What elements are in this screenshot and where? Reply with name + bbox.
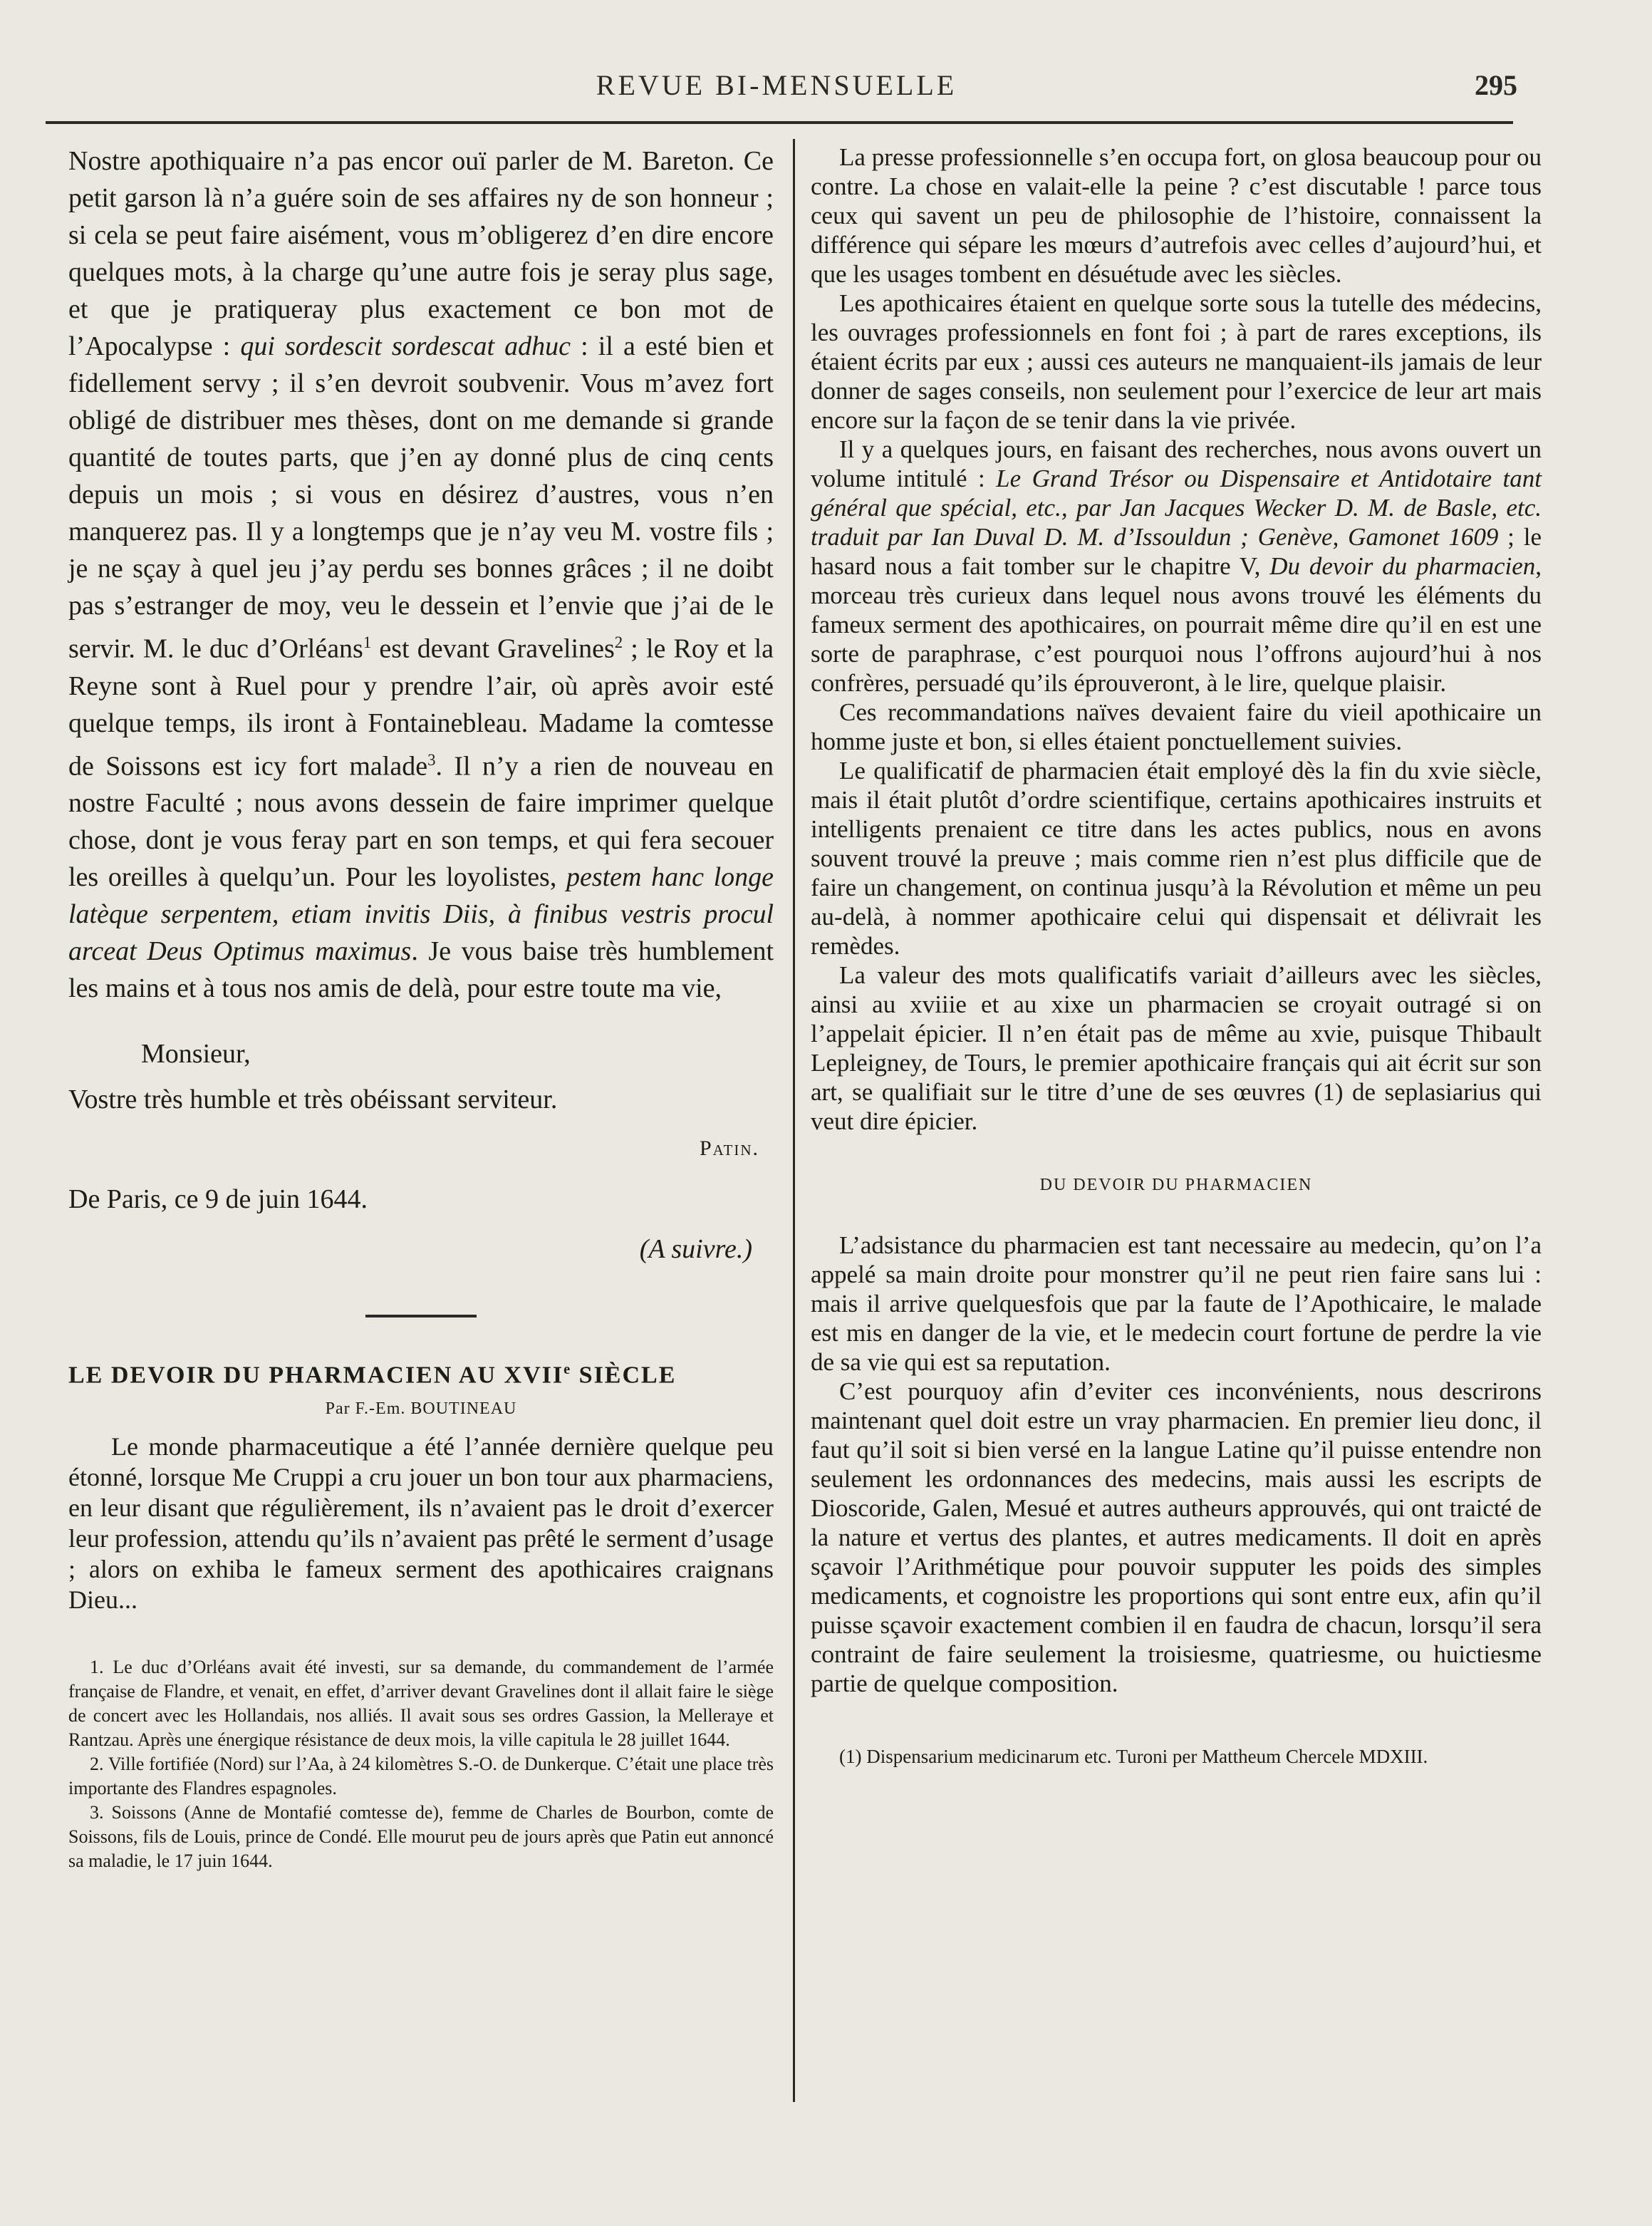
paragraph-text: , morceau très curieux dans lequel nous avons trouvé les éléments du fameux serment des apothicaires, on pourrait même dire qu’il en est une sorte de paraphrase, c’est pourquoi nous l’offrons aujourd’hui à nos confrères, persuadé qu’ils éprouveront, à le lire, quelque plaisir. <box>811 552 1542 697</box>
article-title-text: SIÈCLE <box>571 1362 677 1389</box>
patin-letter <box>68 143 774 1265</box>
article-intro <box>68 1432 774 1615</box>
letter-text: est devant Gravelines <box>371 633 615 664</box>
letter-salutation: Monsieur, <box>141 1039 251 1070</box>
paragraph-text: ; le hasard nous a fait tomber sur le chapitre V, <box>811 523 1542 580</box>
footnote: 1. Le duc d’Orléans avait été investi, sur sa demande, du commandement de l’armée française de Flandre, et venait, en effet, d’arriver devant Gravelines dont il allait faire le siège de concert avec les Hollandais, nos alliés. Il avait sous ses ordres Gassion, la Melleraye et Rantzau. Après une énergique résistance de deux mois, la ville capitula le 28 juillet 1644. <box>68 1656 774 1750</box>
paragraph: L’adsistance du pharmacien est tant necessaire au medecin, qu’on l’a appelé sa main droite pour monstrer qu’il ne peut rien faire sans lui : mais il arrive quelquesfois que par la faute de l’Apothicaire, le malade est mis en danger de la vie, et le medecin court fortune de perdre la vie de sa vie qui est sa reputation. <box>811 1231 1542 1376</box>
letter-body <box>68 143 774 1007</box>
chapter-title: Du devoir du pharmacien <box>1269 552 1536 580</box>
footnotes <box>68 1655 774 1873</box>
paragraph: Le monde pharmaceutique a été l’année dernière quelque peu étonné, lorsque Me Cruppi a cru jouer un bon tour aux pharmaciens, en leur disant que régulièrement, ils n’avaient pas le droit d’exercer leur profession, attendu qu’ils n’avaient pas prêté le serment d’usage ; alors on exhiba le fameux serment des apothicaires craignans Dieu... <box>68 1432 774 1614</box>
letter-text: Nostre apothiquaire n’a pas encor ouï parler de M. Bareton. Ce petit garson là n’a guére soin de ses affaires ny de son honneur ; si cela se peut faire aisément, vous m’obligerez d’en dire encore quelques mots, à la charge qu’une autre fois je seray plus sage, et que je pratiqueray plus exactement ce bon mot de l’Apocalypse : <box>68 146 774 361</box>
right-column <box>811 143 1542 1768</box>
letter-closing: Vostre très humble et très obéissant serviteur. <box>68 1084 558 1115</box>
page-number: 295 <box>1475 69 1517 101</box>
letter-signature: Patin. <box>699 1137 759 1161</box>
article-title-sup: e <box>563 1362 572 1378</box>
footnote: 3. Soissons (Anne de Montafié comtesse de), femme de Charles de Bourbon, comte de Soissons, fils de Louis, prince de Condé. Elle mourut peu de jours après que Patin eut annoncé sa maladie, le 17 juin 1644. <box>68 1801 774 1871</box>
letter-text: . Je vous baise très humblement les mains et à tous nos amis de delà, pour estre toute ma vie, <box>68 936 774 1004</box>
footnote-marker: 3 <box>427 750 436 769</box>
footnote-marker: 2 <box>614 633 623 651</box>
section-divider <box>365 1315 477 1318</box>
letter-latin-quote: pestem hanc longe latèque serpentem, etiam invitis Diis, à finibus vestris procul arceat Deus Optimus maximus <box>68 862 774 967</box>
to-follow-note: (A suivre.) <box>639 1234 752 1265</box>
paragraph: La presse professionnelle s’en occupa fort, on glosa beaucoup pour ou contre. La chose en valait-elle la peine ? c’est discutable ! parce tous ceux qui savent un peu de philosophie de l’histoire, connaissent la différence qui sépare les mœurs d’autrefois avec celles d’aujourd’hui, et que les usages tombent en désuétude avec les siècles. <box>811 143 1542 288</box>
letter-text: : il a esté bien et fidellement servy ; il s’en devroit soubvenir. Vous m’avez fort obligé de distribuer mes thèses, dont on me demande si grande quantité de toutes parts, que j’en ay donné plus de cinq cents depuis un mois ; si vous en désirez d’austres, vous n’en manquerez pas. Il y a longtemps que je n’ay veu M. vostre fils ; je ne sçay à quel jeu j’ay perdu ses bonnes grâces ; il ne doibt pas s’estranger de moy, veu le dessein et l’envie que j’ai de le servir. M. le duc d’Orléans <box>68 331 774 664</box>
footnote: 2. Ville fortifiée (Nord) sur l’Aa, à 24 kilomètres S.-O. de Dunkerque. C’était une place très importante des Flandres espagnoles. <box>68 1753 774 1798</box>
footnote-marker: 1 <box>363 633 372 651</box>
letter-date: De Paris, ce 9 de juin 1644. <box>68 1184 368 1215</box>
paragraph: Les apothicaires étaient en quelque sorte sous la tutelle des médecins, les ouvrages professionnels en font foi ; à part de rares exceptions, ils étaient écrits par eux ; aussi ces auteurs ne manquaient-ils jamais de leur donner de sages conseils, non seulement pour l’exercice de leur art mais encore sur la façon de se tenir dans la vie privée. <box>811 289 1542 434</box>
column-rule <box>793 139 795 2102</box>
book-title: Le Grand Trésor ou Dispensaire et Antidotaire tant général que spécial, etc., par Jan Jacques Wecker D. M. de Basle, etc. traduit par Ian Duval D. M. d’Issouldun ; Genève, Gamonet 1609 <box>811 465 1542 551</box>
section-heading: DU DEVOIR DU PHARMACIEN <box>1039 1176 1313 1194</box>
letter-latin-quote: qui sordescit sordescat adhuc <box>240 331 571 361</box>
article-title-text: LE DEVOIR DU PHARMACIEN AU XVII <box>68 1362 564 1389</box>
left-column <box>68 143 774 1873</box>
letter-text: . Il n’y a rien de nouveau en nostre Faculté ; nous avons dessein de faire imprimer quelque chose, dont je vous feray part en son temps, et qui fera secouer les oreilles à quelqu’un. Pour les loyolistes, <box>68 751 774 893</box>
header-rule <box>46 121 1513 124</box>
paragraph: La valeur des mots qualificatifs variait d’ailleurs avec les siècles, ainsi au xviiie et au xixe un pharmacien se croyait outragé si on l’appelait épicier. Il n’en était pas de même au xvie, puisque Thibault Lepleigney, de Tours, le premier apothicaire français qui ait écrit sur son art, se qualifiait sur le titre d’une de ses œuvres (1) de seplasiarius qui veut dire épicier. <box>811 961 1542 1135</box>
article-byline: Par F.-Em. BOUTINEAU <box>325 1399 517 1418</box>
paragraph: Ces recommandations naïves devaient faire du vieil apothicaire un homme juste et bon, si elles étaient ponctuellement suivies. <box>811 698 1542 755</box>
paragraph: Le qualificatif de pharmacien était employé dès la fin du xvie siècle, mais il était plutôt d’ordre scientifique, certains apothicaires instruits et intelligents prenaient ce titre dans les actes publics, nous en avons souvent trouvé la preuve ; mais comme rien n’est plus difficile que de faire un changement, on continua jusqu’à la Révolution et même un peu au-delà, à nommer apothicaire celui qui dispensait et délivrait les remèdes. <box>811 757 1542 960</box>
letter-text: ; le Roy et la Reyne sont à Ruel pour y prendre l’air, où après avoir esté quelque temps, ils iront à Fontainebleau. Madame la comtesse de Soissons est icy fort malade <box>68 633 774 782</box>
running-title: REVUE BI-MENSUELLE <box>596 69 957 101</box>
paragraph-text: Il y a quelques jours, en faisant des recherches, nous avons ouvert un volume intitulé : <box>811 435 1542 492</box>
paragraph <box>811 435 1542 698</box>
footnote: (1) Dispensarium medicinarum etc. Turoni per Mattheum Chercele MDXIII. <box>839 1746 1428 1767</box>
paragraph: C’est pourquoy afin d’eviter ces inconvénients, nous descrirons maintenant quel doit estre un vray pharmacien. En premier lieu donc, il faut qu’il soit si bien versé en la langue Latine qu’il puisse entendre non seulement les ordonnances des medecins, mais aussi les escripts de Dioscoride, Galen, Mesué et autres autheurs approuvés, qui ont traicté de la nature et vertus des plantes, et autres medicaments. Il doit en après sçavoir l’Arithmétique pour pouvoir supputer les poids des simples medicaments, et cognoistre les proportions qui sont entre eux, afin qu’il puisse sçavoir exactement combien il en faudra de chacun, lorsqu’il sera contraint de faire seulement la troisiesme, quatriesme, ou huictiesme partie de quelque composition. <box>811 1377 1542 1697</box>
running-head <box>43 68 1517 111</box>
article-title <box>68 1362 774 1389</box>
